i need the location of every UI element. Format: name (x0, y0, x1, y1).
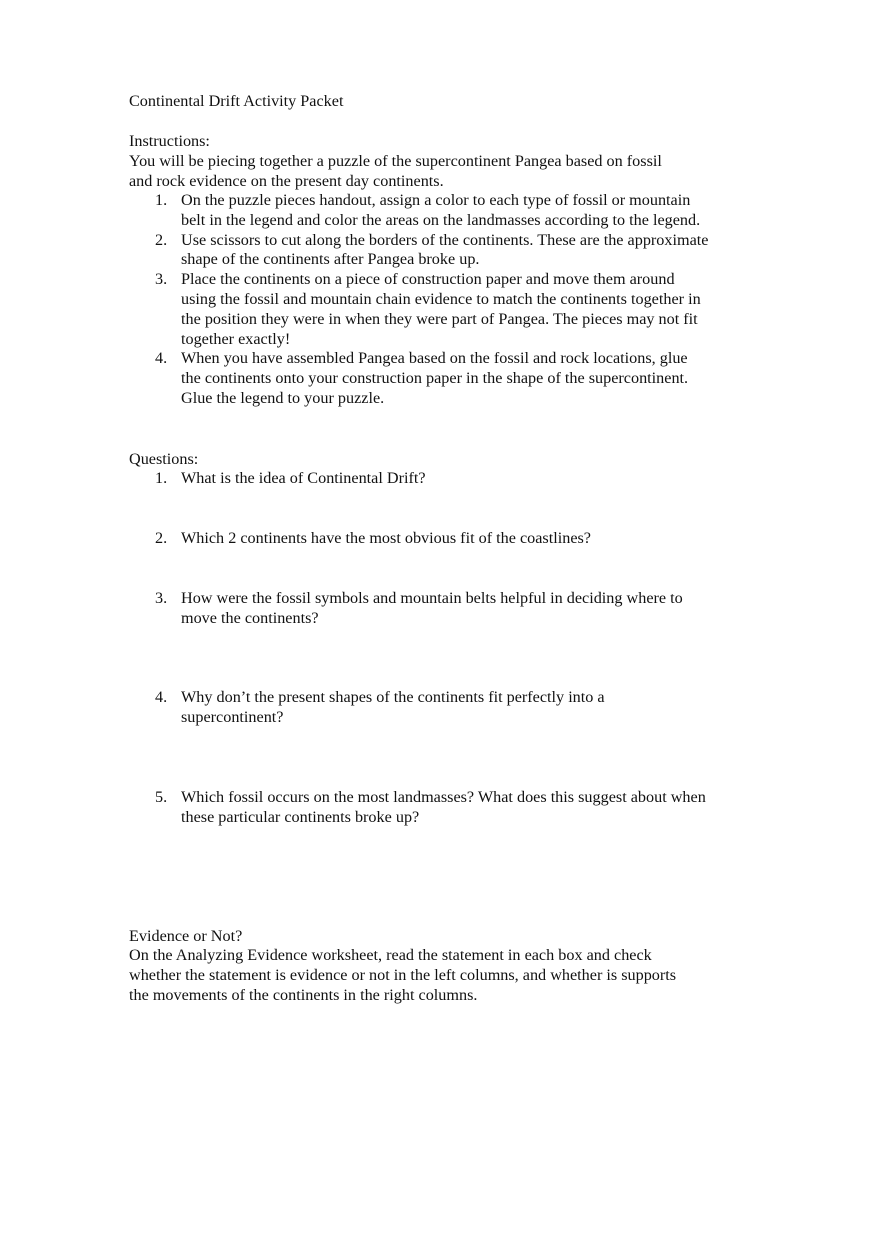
step-text: Place the continents on a piece of construction paper and move them around using the fossil and mountain chain evidence to match the continents together in the position they were in when they were part of Pangea. The pieces may not fit together exactly! (181, 270, 701, 348)
question-number: 3. (155, 589, 168, 607)
question-item (129, 788, 709, 828)
instruction-step (129, 270, 709, 349)
question-number: 1. (155, 469, 168, 487)
question-number: 5. (155, 788, 168, 806)
evidence-body: On the Analyzing Evidence worksheet, read the statement in each box and check whether the statement is evidence or not in the left columns, and whether is supports the movements of the continents in the right columns. (129, 946, 677, 1004)
instructions-intro: You will be piecing together a puzzle of the supercontinent Pangea based on fossil and rock evidence on the present day continents. (129, 152, 662, 190)
step-text: Use scissors to cut along the borders of the continents. These are the approximate shape of the continents after Pangea broke up. (181, 230, 709, 269)
instruction-step (129, 231, 709, 271)
evidence-heading: Evidence or Not? (129, 927, 243, 945)
instruction-step (129, 191, 709, 231)
question-item (129, 529, 709, 549)
step-text: On the puzzle pieces handout, assign a color to each type of fossil or mountain belt in the legend and color the areas on the landmasses according to the legend. (181, 191, 701, 229)
question-item (129, 688, 709, 728)
document-title: Continental Drift Activity Packet (129, 92, 344, 110)
questions-heading: Questions: (129, 450, 199, 468)
question-text: Which 2 continents have the most obvious fit of the coastlines? (181, 529, 591, 547)
question-text: How were the fossil symbols and mountain belts helpful in deciding where to move the continents? (181, 589, 683, 627)
step-number: 2. (155, 230, 168, 249)
question-item (129, 469, 709, 489)
step-number: 3. (155, 270, 168, 289)
question-text: What is the idea of Continental Drift? (181, 469, 426, 487)
instructions-heading: Instructions: (129, 132, 210, 150)
question-text: Which fossil occurs on the most landmasses? What does this suggest about when these particular continents broke up? (181, 788, 706, 826)
step-number: 4. (155, 349, 168, 368)
question-text: Why don’t the present shapes of the continents fit perfectly into a supercontinent? (181, 688, 605, 726)
question-number: 4. (155, 688, 168, 706)
step-text: When you have assembled Pangea based on the fossil and rock locations, glue the continents onto your construction paper in the shape of the supercontinent. Glue the legend to your puzzle. (181, 349, 689, 407)
instructions-list (129, 191, 709, 409)
question-number: 2. (155, 529, 168, 547)
instruction-step (129, 349, 709, 408)
step-number: 1. (155, 191, 168, 209)
question-item (129, 589, 709, 629)
